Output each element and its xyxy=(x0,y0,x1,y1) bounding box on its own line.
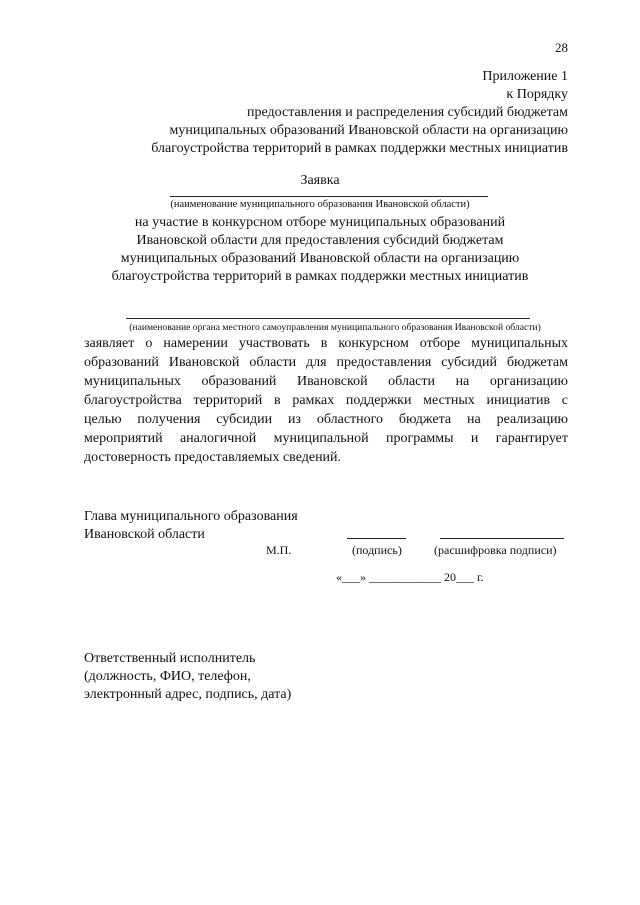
head-label-line-1: Глава муниципального образования xyxy=(84,509,298,524)
subtitle-line-3: муниципальных образований Ивановской области на организацию xyxy=(120,251,520,266)
signature-fill-line xyxy=(347,538,406,539)
responsible-line-2: (должность, ФИО, телефон, xyxy=(84,669,251,684)
date-line: «___» ____________ 20___ г. xyxy=(336,570,484,584)
subtitle-line-2: Ивановской области для предоставления субсидий бюджетам xyxy=(136,233,504,248)
municipality-fill-line xyxy=(170,196,488,197)
body-line-6: мероприятий аналогичной муниципальной программы и гарантирует xyxy=(84,431,568,446)
responsible-line-1: Ответственный исполнитель xyxy=(84,651,256,666)
subtitle-line-4: благоустройства территорий в рамках поддержки местных инициатив xyxy=(111,269,529,284)
municipality-hint: (наименование муниципального образования Ивановской области) xyxy=(170,199,470,210)
responsible-line-3: электронный адрес, подпись, дата) xyxy=(84,687,292,702)
body-line-4: благоустройства территорий в рамках поддержки местных инициатив с xyxy=(84,393,568,408)
body-line-5: целью получения субсидии из областного бюджета на реализацию xyxy=(84,412,568,427)
body-line-1: заявляет о намерении участвовать в конкурсном отборе муниципальных xyxy=(84,336,568,351)
body-line-3: муниципальных образований Ивановской области на организацию xyxy=(84,374,568,389)
document-title: Заявка xyxy=(300,173,340,188)
authority-hint: (наименование органа местного самоуправления муниципального образования Ивановской области) xyxy=(129,322,541,333)
appendix-line-4: муниципальных образований Ивановской области на организацию xyxy=(169,123,568,138)
appendix-line-1: Приложение 1 xyxy=(482,69,568,84)
appendix-line-3: предоставления и распределения субсидий бюджетам xyxy=(246,105,568,120)
decode-label: (расшифровка подписи) xyxy=(434,543,557,557)
authority-fill-line xyxy=(126,318,530,319)
head-label-line-2: Ивановской области xyxy=(84,527,205,542)
decode-fill-line xyxy=(440,538,564,539)
appendix-line-5: благоустройства территорий в рамках поддержки местных инициатив xyxy=(151,141,568,156)
subtitle-line-1: на участие в конкурсном отборе муниципальных образований xyxy=(134,215,506,230)
mp-label: М.П. xyxy=(266,543,292,557)
body-line-2: образований Ивановской области для предоставления субсидий бюджетам xyxy=(84,355,568,370)
signature-label: (подпись) xyxy=(352,543,402,557)
appendix-line-2: к Порядку xyxy=(506,87,568,102)
page-number: 28 xyxy=(555,40,568,55)
body-line-7: достоверность предоставляемых сведений. xyxy=(84,450,342,465)
